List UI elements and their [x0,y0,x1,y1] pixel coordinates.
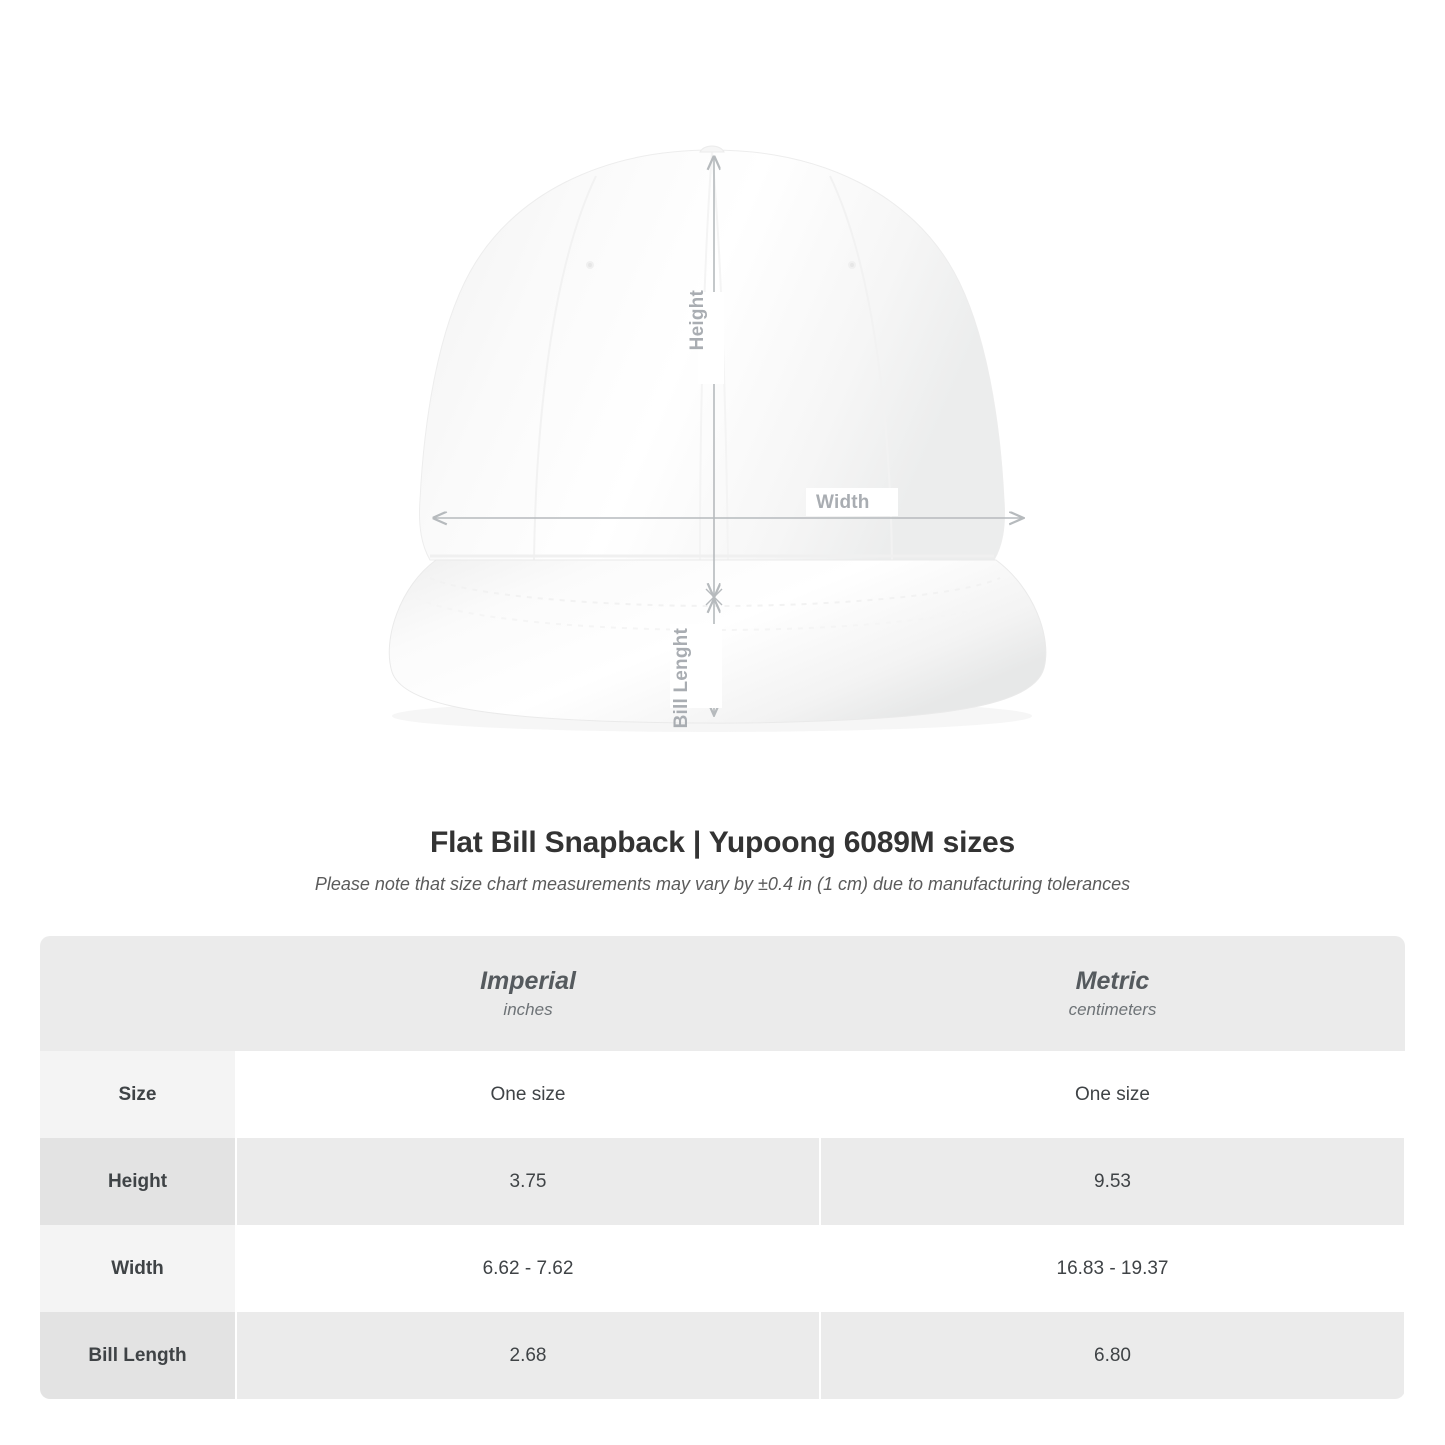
imperial-title: Imperial [480,967,576,996]
bill-length-measure-label [672,628,692,728]
row-label: Height [40,1138,236,1225]
header-imperial-cell [236,936,820,1051]
metric-subtitle: centimeters [1068,999,1157,1019]
table-row [40,1051,1405,1138]
row-metric-value: 9.53 [820,1138,1405,1225]
page-title: Flat Bill Snapback | Yupoong 6089M sizes [429,826,1015,859]
row-imperial-value: 6.62 - 7.62 [236,1225,820,1312]
width-measure-label: Width [816,492,870,513]
metric-title: Metric [1075,967,1150,996]
row-label: Width [40,1225,236,1312]
table-row [40,1138,1405,1225]
bill-length-label-line2: Lenght [671,628,692,693]
imperial-subtitle: inches [503,999,553,1019]
bill-length-label-line1: Bill [671,698,692,729]
row-imperial-value: One size [236,1051,820,1138]
row-label: Bill Length [40,1312,236,1399]
title-block [0,826,1445,895]
table-header-row [40,936,1405,1051]
table-row [40,1225,1405,1312]
table-row [40,1312,1405,1399]
row-label: Size [40,1051,236,1138]
row-metric-value: 16.83 - 19.37 [820,1225,1405,1312]
row-imperial-value: 2.68 [236,1312,820,1399]
height-measure-label: Height [687,290,708,351]
row-imperial-value: 3.75 [236,1138,820,1225]
header-empty-cell [40,936,236,1051]
tolerance-note: Please note that size chart measurements may vary by ±0.4 in (1 cm) due to manufacturing tolerances [314,874,1131,894]
row-metric-value: One size [820,1051,1405,1138]
size-table-wrapper [40,936,1405,1399]
row-metric-value: 6.80 [820,1312,1405,1399]
size-table [40,936,1406,1399]
header-metric-cell [820,936,1405,1051]
